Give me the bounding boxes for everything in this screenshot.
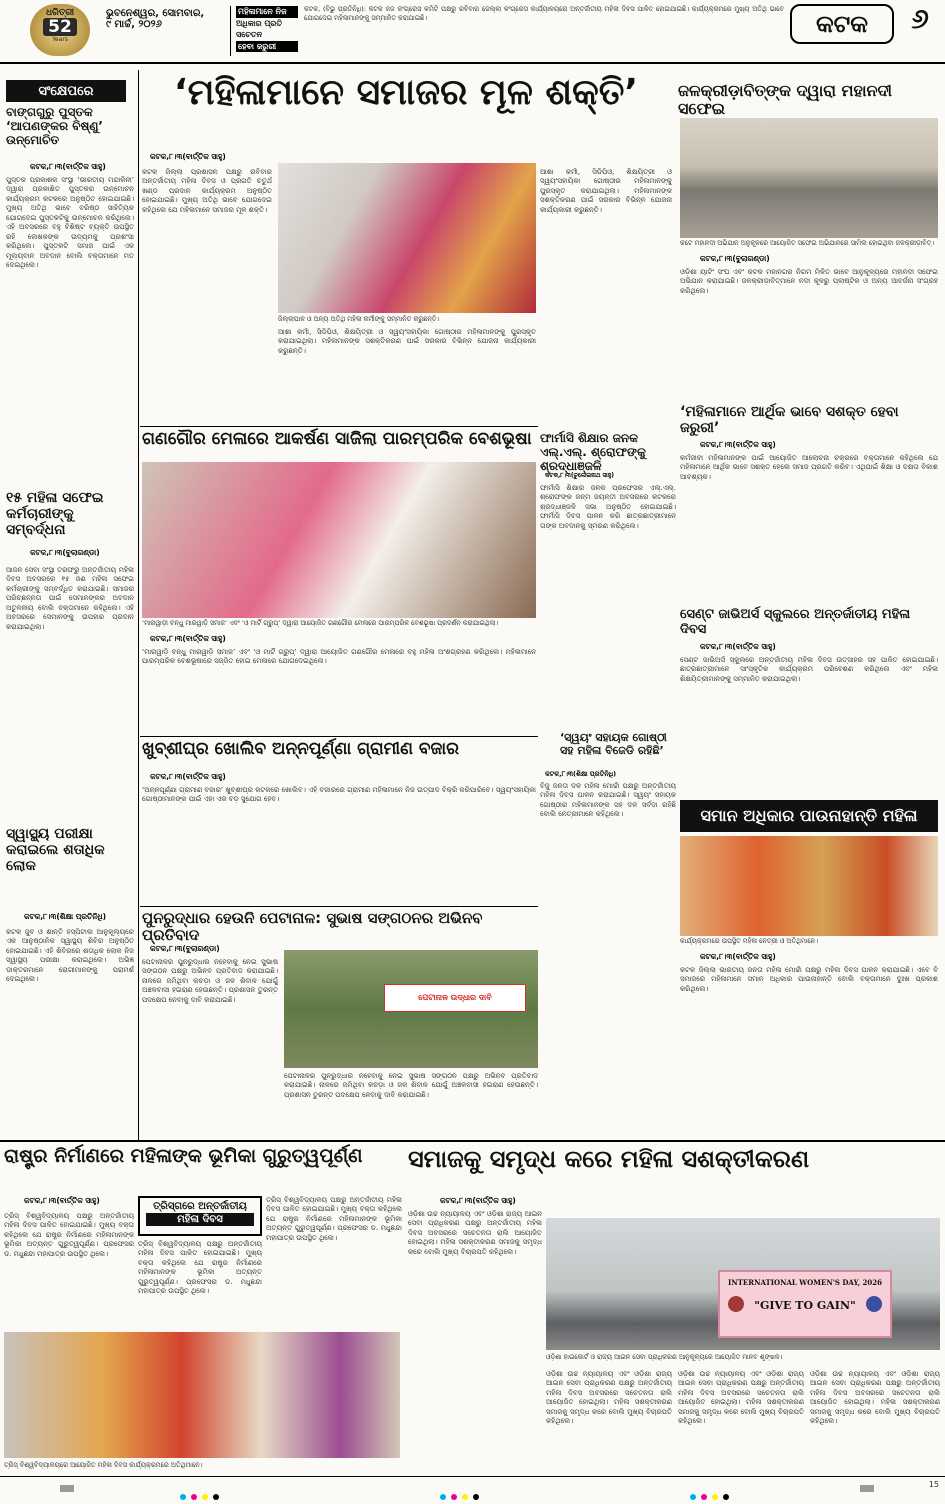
pharmacy-dateline: କଟକ,୮।୩(ଚୁଲେଇନାଥ ସାହୁ) — [545, 472, 615, 479]
nation-dateline: କଟକ,୮।୩(ବାର୍ତ୍ତିକ ସାହୁ) — [24, 1196, 100, 1205]
empower-body-right: ଓଡ଼ିଶା ଉଚ୍ଚ ନ୍ୟାୟାଳୟ ଏବଂ ଓଡ଼ିଶା ରାଜ୍ୟ ଆଇନ ସେବା ପ୍ରାଧିକରଣ ପକ୍ଷରୁ ଅନ୍ତର୍ଜାତୀୟ ମହିଳା ଦିବସ ଅବସରରେ ସଚେତନତା ରାଲି ଆୟୋଜିତ ହୋଇଥିଲା। ମହିଳା ସଶକ୍ତୀକରଣ ସମାଜକୁ ସମୃଦ୍ଧ କରେ ବୋଲି ମୁଖ୍ୟ ବିଚାରପତି କହିଥିଲେ। — [810, 1370, 940, 1426]
annapurna-dateline: କଟକ,୮।୩(ବାର୍ତ୍ତିକ ସାହୁ) — [150, 772, 226, 781]
equal-rights-photo — [680, 836, 938, 936]
story2-dateline: କଟକ,୮।୩(ବୁଲାଗଣ୍ଡା) — [30, 548, 100, 557]
masthead-bottom-rule — [0, 62, 945, 64]
masthead-promo: ମହିଳାମାନେ ନିଜ ଅଧିକାର ପ୍ରତି ସଚେତନ ହେବା ଜରୁରୀ — [236, 6, 298, 52]
nation-subbox: ତ୍ରିସ୍‌ଗରେ ଅନ୍ତର୍ଜାତୀୟ ମହିଳା ଦିବସ — [138, 1196, 262, 1236]
empower-body-mid: ଓଡ଼ିଶା ଉଚ୍ଚ ନ୍ୟାୟାଳୟ ଏବଂ ଓଡ଼ିଶା ରାଜ୍ୟ ଆଇନ ସେବା ପ୍ରାଧିକରଣ ପକ୍ଷରୁ ଅନ୍ତର୍ଜାତୀୟ ମହିଳା ଦିବସ ଅବସରରେ ସଚେତନତା ରାଲି ଆୟୋଜିତ ହୋଇଥିଲା। ମହିଳା ସଶକ୍ତୀକରଣ ସମାଜକୁ ସମୃଦ୍ଧ କରେ ବୋଲି ମୁଖ୍ୟ ବିଚାରପତି କହିଥିଲେ। — [546, 1370, 672, 1426]
gangour-body: ‘ମାରୱାଡ଼ି ବନ୍ଧୁ ମାରୱାଡ଼ି ସମାଜ’ ଏବଂ ‘ଓ ମାର୍ଟି ଗ୍ରୁପ୍’ ଦ୍ୱାରା ଆୟୋଜିତ ଗଣଗୌର ମେଳାରେ ବହୁ ମହିଳା ଅଂଶଗ୍ରହଣ କରିଥିଲେ। ମହିଳାମାନେ ପାରମ୍ପରିକ ବେଶଭୂଷାରେ ସଜ୍ଜିତ ହୋଇ ମେଳାରେ ଯୋଗଦେଇଥିଲେ। — [142, 648, 536, 666]
empower-photo-caption: ଓଡ଼ିଶା ହାଇକୋର୍ଟ ଓ ରାଜ୍ୟ ଆଇନ ସେବା ପ୍ରାଧିକରଣ ଆନୁକୂଳ୍ୟରେ ଆୟୋଜିତ ମାନବ ଶୃଙ୍ଖଳ। — [546, 1353, 783, 1361]
pharmacy-headline: ଫାର୍ମାସି ଶିକ୍ଷାର ଜନକ ଏଲ୍.ଏଲ୍. ଶ୍ରୋଫଙ୍କୁ ଶ୍ରଦ୍ଧାଞ୍ଜଳି — [540, 431, 646, 473]
story1-body: ପୁସ୍ତକ ପ୍ରକାଶକ ସଂସ୍ଥା ‘ଭାରତୀୟ ମନ୍ଦାକିନୀ’ ଦ୍ୱାରା ପ୍ରକାଶିତ ପୁସ୍ତକର ଉନ୍ମୋଚନ କାର୍ଯ୍ୟକ୍ରମ କଟକରେ ଅନୁଷ୍ଠିତ ହୋଇଯାଇଛି। ମୁଖ୍ୟ ଅତିଥି ଭାବେ ବରିଷ୍ଠ ସାହିତ୍ୟିକ ଯୋଗଦେଇ ପୁସ୍ତକଟିକୁ ଉନ୍ମୋଚନ କରିଥିଲେ। ଏହି ଅବସରରେ ବହୁ ବିଶିଷ୍ଟ ବ୍ୟକ୍ତି ଉପସ୍ଥିତ ରହି ଲେଖକଙ୍କ ଉଦ୍ୟମକୁ ପ୍ରଶଂସା କରିଥିଲେ। ପୁସ୍ତକଟି ସମାଜ ପାଇଁ ଏକ ମୂଲ୍ୟବାନ ଅବଦାନ ବୋଲି ବକ୍ତାମାନେ ମତ ଦେଇଥିଲେ। — [6, 176, 134, 269]
empower-photo — [546, 1218, 940, 1350]
story2-body: ଆଜନ ସେବା ସଂସ୍ଥା ତରଫରୁ ଅନ୍ତର୍ଜାତୀୟ ମହିଳା ଦିବସ ଅବସରରେ ୧୫ ଜଣ ମହିଳା ସଫେଇ କର୍ମଚାରୀଙ୍କୁ ସମ୍ବର୍ଦ୍ଧିତ କରାଯାଇଛି। ସମାଜର ପରିଚ୍ଛନ୍ନତା ପାଇଁ ସେମାନଙ୍କର ଅବଦାନ ଅତୁଳନୀୟ ବୋଲି ବକ୍ତାମାନେ କହିଥିଲେ। ଏହି ଅବସରରେ ସେମାନଙ୍କୁ ଉପହାର ପ୍ରଦାନ କରାଯାଇଥିଲା। — [6, 566, 134, 631]
economic-dateline: କଟକ,୮।୩(ବାର୍ତ୍ତିକ ସାହୁ) — [700, 440, 776, 449]
empower-body-mid2: ଓଡ଼ିଶା ଉଚ୍ଚ ନ୍ୟାୟାଳୟ ଏବଂ ଓଡ଼ିଶା ରାଜ୍ୟ ଆଇନ ସେବା ପ୍ରାଧିକରଣ ପକ୍ଷରୁ ଅନ୍ତର୍ଜାତୀୟ ମହିଳା ଦିବସ ଅବସରରେ ସଚେତନତା ରାଲି ଆୟୋଜିତ ହୋଇଥିଲା। ମହିଳା ସଶକ୍ତୀକରଣ ସମାଜକୁ ସମୃଦ୍ଧ କରେ ବୋଲି ମୁଖ୍ୟ ବିଚାରପତି କହିଥିଲେ। — [678, 1370, 804, 1426]
lead-dateline: କଟକ,୮।୩(ବାର୍ତ୍ତିକ ସାହୁ) — [150, 152, 226, 161]
badge-sub: Years — [52, 36, 68, 43]
equal-rights-body: କଟକ ଜିଲ୍ଲା ଭାରତୀୟ ଜନତା ମହିଳା ମୋର୍ଚ୍ଚା ପକ୍ଷରୁ ମହିଳା ଦିବସ ପାଳନ କରାଯାଇଛି। ଏବେ ବି ସମାଜରେ ମହିଳାମାନେ ସମାନ ଅଧିକାର ପାଉନାହାନ୍ତି ବୋଲି ବକ୍ତାମାନେ ଦୁଃଖ ପ୍ରକାଶ କରିଥିଲେ। — [680, 966, 938, 993]
masthead — [0, 0, 945, 62]
equal-rights-dateline: କଟକ,୮।୩(ବାର୍ତ୍ତିକ ସାହୁ) — [700, 952, 776, 961]
gangour-photo — [142, 462, 536, 618]
color-dots-3 — [690, 1485, 729, 1504]
color-dots-1 — [180, 1485, 219, 1504]
xaviers-dateline: କଟକ,୮।୩(ବାର୍ତ୍ତିକ ସାହୁ) — [700, 642, 776, 651]
bottom-band-rule — [0, 1140, 945, 1142]
masthead-divider — [230, 6, 231, 56]
registration-marks — [0, 1480, 945, 1498]
empower-body-left: ଓଡ଼ିଶା ଉଚ୍ଚ ନ୍ୟାୟାଳୟ ଏବଂ ଓଡ଼ିଶା ରାଜ୍ୟ ଆଇନ ସେବା ପ୍ରାଧିକରଣ ପକ୍ଷରୁ ଅନ୍ତର୍ଜାତୀୟ ମହିଳା ଦିବସ ଅବସରରେ ସଚେତନତା ରାଲି ଆୟୋଜିତ ହୋଇଥିଲା। ମହିଳା ସଶକ୍ତୀକରଣ ସମାଜକୁ ସମୃଦ୍ଧ କରେ ବୋଲି ମୁଖ୍ୟ ବିଚାରପତି କହିଥିଲେ। — [408, 1210, 542, 1256]
story3-dateline: କଟକ,୮।୩(ଶିକ୍ଷା ପ୍ରତିନିଧି) — [24, 912, 107, 921]
footer-rule — [0, 1476, 945, 1477]
wd-banner — [718, 1270, 892, 1338]
wd-banner-seal-left — [728, 1296, 744, 1312]
wd-banner-title: INTERNATIONAL WOMEN'S DAY, 2026 — [728, 1278, 882, 1287]
lead-photo — [278, 163, 536, 313]
gray-bar-right — [860, 1485, 874, 1492]
mahanadi-dateline: କଟକ,୮।୩(ବୁଲାଗଣ୍ଡା) — [700, 254, 770, 263]
left-col-rule — [138, 70, 139, 1140]
story2-headline: ୧୫ ମହିଳା ସଫେଇ କର୍ମଚାରୀଙ୍କୁ ସମ୍ବର୍ଦ୍ଧନା — [6, 490, 104, 539]
economic-headline: ‘ମହିଳାମାନେ ଆର୍ଥିକ ଭାବେ ସଶକ୍ତ ହେବା ଜରୁରୀ’ — [680, 404, 899, 437]
lead-photo-caption: ଜିଲ୍ଲାପାଳ ଓ ଅନ୍ୟ ଅତିଥି ମହିଳା କର୍ମୀଙ୍କୁ ସମ୍ମାନିତ କରୁଛନ୍ତି। — [278, 315, 440, 323]
lead-body-a: କଟକ ଜିଲ୍ଲା ପ୍ରଶାସନ ପକ୍ଷରୁ ରବିବାର ଅନ୍ତର୍ଜାତୀୟ ମହିଳା ଦିବସ ଓ ପ୍ରଗତି ଚତୁର୍ଥ ଖଣ୍ଡ ପ୍ରଦାନ କାର୍ଯ୍ୟକ୍ରମ ଅନୁଷ୍ଠିତ ହୋଇଯାଇଛି। ମୁଖ୍ୟ ଅତିଥି ଭାବେ ଯୋଗଦେଇ କହିଥିଲେ ଯେ ମହିଳାମାନେ ସମାଜର ମୂଳ ଶକ୍ତି। — [142, 168, 272, 214]
color-dots-2 — [440, 1485, 479, 1504]
nation-body-right: ତ୍ରିସ୍ ବିଶ୍ୱବିଦ୍ୟାଳୟ ପକ୍ଷରୁ ଅନ୍ତର୍ଜାତୀୟ ମହିଳା ଦିବସ ପାଳିତ ହୋଇଯାଇଛି। ମୁଖ୍ୟ ବକ୍ତା କହିଥିଲେ ଯେ ରାଷ୍ଟ୍ର ନିର୍ମାଣରେ ମହିଳାମାନଙ୍କ ଭୂମିକା ଅତ୍ୟନ୍ତ ଗୁରୁତ୍ୱପୂର୍ଣ୍ଣ। ପ୍ରଫେସର ଡ. ମଧୁଛନ୍ଦା ମହାପାତ୍ର ଉପସ୍ଥିତ ଥିଲେ। — [266, 1196, 402, 1242]
empower-headline: ସମାଜକୁ ସମୃଦ୍ଧ କରେ ମହିଳା ସଶକ୍ତୀକରଣ — [408, 1145, 810, 1173]
gangour-photo-caption: ‘ମାରୱାଡ଼ୀ ବନ୍ଧୁ ମାରୱାଡ଼ି ସମାଜ’ ଏବଂ ‘ଓ ମାର୍ଟି ଗ୍ରୁପ୍’ ଦ୍ୱାରା ଆୟୋଜିତ ଗଣଗୌର ମେଳାରେ ପାରମ୍ପରିକ ବେଶଭୂଷା ପ୍ରଦର୍ଶନ କରାଯାଇଥିଲା। — [142, 619, 499, 627]
protest-body-left: ପେଟାନାଳର ପୁନରୁଦ୍ଧାର ନହେବାକୁ ନେଇ ସୁଭାଷ ସଙ୍ଗଠନ ପକ୍ଷରୁ ଅଭିନବ ପ୍ରତିବାଦ କରାଯାଇଛି। ନାଳରେ ଜମିଥିବା କଚଡ଼ା ଓ ଜଳ ଶିବାଳ ଯୋଗୁଁ ଅଞ୍ଚଳବାସୀ ହଇରାଣ ହେଉଛନ୍ତି। ପ୍ରଶାସନ ତୁରନ୍ତ ପଦକ୍ଷେପ ନେବାକୁ ଦାବି କରାଯାଇଛି। — [142, 958, 278, 1004]
page-number: ୬ — [911, 2, 929, 35]
equal-rights-caption: କାର୍ଯ୍ୟକ୍ରମରେ ଉପସ୍ଥିତ ମହିଳା ନେତ୍ରୀ ଓ ଅତିଥିମାନେ। — [680, 937, 819, 945]
masthead-date: ଭୁବନେଶ୍ୱର, ସୋମବାର, ୯ ମାର୍ଚ୍ଚ, ୨୦୨୬ — [106, 8, 205, 30]
brief-box-label: ସଂକ୍ଷେପରେ — [6, 80, 126, 102]
equal-rights-banner — [680, 800, 938, 832]
protest-headline: ପୁନରୁଦ୍ଧାର ହେଉନି ପେଟାନାଳ: ସୁଭାଷ ସଙ୍ଗଠନର ଅଭିନବ ପ୍ରତିବାଦ — [142, 909, 483, 945]
story1-dateline: କଟକ,୮।୩(ବାର୍ତ୍ତିକ ସାହୁ) — [30, 162, 106, 171]
pharmacy-body: ଫାର୍ମାସି ଶିକ୍ଷାର ଜନକ ପ୍ରଫେସର ଏଲ୍.ଏଲ୍. ଶ୍ରୋଫଙ୍କ ଜନ୍ମ ଜୟନ୍ତୀ ଅବସରରେ କଟକରେ ଶ୍ରଦ୍ଧାଞ୍ଜଳି ସଭା ଅନୁଷ୍ଠିତ ହୋଇଯାଇଛି। ଫାର୍ମାସି ଦିବସ ପାଳନ କରି ଛାତ୍ରଛାତ୍ରୀମାନେ ତାଙ୍କ ଅବଦାନକୁ ସ୍ମରଣ କରିଥିଲେ। — [540, 484, 676, 530]
xaviers-body: ସେଣ୍ଟ ଜାଭିଅର୍ସ ସ୍କୁଲରେ ଅନ୍ତର୍ଜାତୀୟ ମହିଳା ଦିବସ ଉତ୍ସାହର ସହ ପାଳିତ ହୋଇଯାଇଛି। ଛାତ୍ରଛାତ୍ରୀମାନେ ସାଂସ୍କୃତିକ କାର୍ଯ୍ୟକ୍ରମ ପରିବେଶଣ କରିଥିଲେ ଏବଂ ମହିଳା ଶିକ୍ଷୟିତ୍ରୀମାନଙ୍କୁ ସମ୍ମାନିତ କରାଯାଇଥିଲା। — [680, 656, 938, 683]
badge-top: ଧରିତ୍ରୀ — [45, 8, 75, 18]
anniversary-badge — [30, 4, 90, 56]
nation-photo — [4, 1332, 400, 1458]
protest-body-right: ପେଟାନାଳର ପୁନରୁଦ୍ଧାର ନହେବାକୁ ନେଇ ସୁଭାଷ ସଙ୍ଗଠନ ପକ୍ଷରୁ ଅଭିନବ ପ୍ରତିବାଦ କରାଯାଇଛି। ନାଳରେ ଜମିଥିବା କଚଡ଼ା ଓ ଜଳ ଶିବାଳ ଯୋଗୁଁ ଅଞ୍ଚଳବାସୀ ହଇରାଣ ହେଉଛନ୍ତି। ପ୍ରଶାସନ ତୁରନ୍ତ ପଦକ୍ଷେପ ନେବାକୁ ଦାବି କରାଯାଇଛି। — [284, 1072, 538, 1099]
story3-headline: ସ୍ୱାସ୍ଥ୍ୟ ପରୀକ୍ଷା କରାଇଲେ ଶତାଧିକ ଲୋକ — [6, 826, 105, 875]
section-label: କଟକ — [790, 4, 894, 44]
equal-rights-headline: ସମାନ ଅଧିକାର ପାଉନାହାନ୍ତି ମହିଳା — [700, 806, 918, 825]
story3-body: କଟକ ଜୁବ ଓ ଶାନ୍ତି ହସ୍ପିଟାଲ ଆନୁକୂଲ୍ୟରେ ଏକ ଆନୁଷ୍ଠାନିକ ସ୍ୱାସ୍ଥ୍ୟ ଶିବିର ଅନୁଷ୍ଠିତ ହୋଇଯାଇଛି। ଏହି ଶିବିରରେ ଶତାଧିକ ଲୋକ ନିଜ ସ୍ୱାସ୍ଥ୍ୟ ପରୀକ୍ଷା କରାଇଥିଲେ। ଅଭିଜ୍ଞ ଡାକ୍ତରମାନେ ରୋଗୀମାନଙ୍କୁ ପରାମର୍ଶ ଦେଇଥିଲେ। — [6, 928, 134, 984]
mahanadi-photo — [680, 118, 938, 238]
gangour-headline: ଗଣଗୌର ମେଳାରେ ଆକର୍ଷଣ ସାଜିଲା ପାରମ୍ପରିକ ବେଶଭୂଷା — [142, 429, 532, 449]
nation-body-left: ତ୍ରିସ୍ ବିଶ୍ୱବିଦ୍ୟାଳୟ ପକ୍ଷରୁ ଅନ୍ତର୍ଜାତୀୟ ମହିଳା ଦିବସ ପାଳିତ ହୋଇଯାଇଛି। ମୁଖ୍ୟ ବକ୍ତା କହିଥିଲେ ଯେ ରାଷ୍ଟ୍ର ନିର୍ମାଣରେ ମହିଳାମାନଙ୍କ ଭୂମିକା ଅତ୍ୟନ୍ତ ଗୁରୁତ୍ୱପୂର୍ଣ୍ଣ। ପ୍ରଫେସର ଡ. ମଧୁଛନ୍ଦା ମହାପାତ୍ର ଉପସ୍ଥିତ ଥିଲେ। — [4, 1212, 134, 1258]
nation-body-mid: ତ୍ରିସ୍ ବିଶ୍ୱବିଦ୍ୟାଳୟ ପକ୍ଷରୁ ଅନ୍ତର୍ଜାତୀୟ ମହିଳା ଦିବସ ପାଳିତ ହୋଇଯାଇଛି। ମୁଖ୍ୟ ବକ୍ତା କହିଥିଲେ ଯେ ରାଷ୍ଟ୍ର ନିର୍ମାଣରେ ମହିଳାମାନଙ୍କ ଭୂମିକା ଅତ୍ୟନ୍ତ ଗୁରୁତ୍ୱପୂର୍ଣ୍ଣ। ପ୍ରଫେସର ଡ. ମଧୁଛନ୍ଦା ମହାପାତ୍ର ଉପସ୍ଥିତ ଥିଲେ। — [138, 1240, 262, 1296]
lead-body-b: ଆଶା କର୍ମୀ, ସିଡିପିଓ, ଶିକ୍ଷୟିତ୍ରୀ ଓ ସ୍ୱୟଂସହାୟିକା ଗୋଷ୍ଠୀର ମହିଳାମାନଙ୍କୁ ପୁରସ୍କୃତ କରାଯାଇଥିଲା। ମହିଳାମାନଙ୍କ ସଶକ୍ତିକରଣ ପାଇଁ ସରକାର ବିଭିନ୍ନ ଯୋଜନା କାର୍ଯ୍ୟକାରୀ କରୁଛନ୍ତି। — [540, 168, 672, 214]
protest-photo — [284, 950, 538, 1068]
annapurna-top-rule — [140, 736, 538, 737]
wd-banner-seal-right — [866, 1296, 882, 1312]
lead-body-c: ଆଶା କର୍ମୀ, ସିଡିପିଓ, ଶିକ୍ଷୟିତ୍ରୀ ଓ ସ୍ୱୟଂସହାୟିକା ଗୋଷ୍ଠୀର ମହିଳାମାନଙ୍କୁ ପୁରସ୍କୃତ କରାଯାଇଥିଲା। ମହିଳାମାନଙ୍କ ସଶକ୍ତିକରଣ ପାଇଁ ସରକାର ବିଭିନ୍ନ ଯୋଜନା କାର୍ଯ୍ୟକାରୀ କରୁଛନ୍ତି। — [278, 328, 536, 355]
protest-top-rule — [140, 906, 538, 907]
xaviers-headline: ସେଣ୍ଟ ଜାଭିଅର୍ସ ସ୍କୁଲରେ ଅନ୍ତର୍ଜାତୀୟ ମହିଳା ଦିବସ — [680, 607, 911, 637]
protest-banner: ପେଟାନାଳ ଉଦ୍ଧାର ଦାବି — [384, 984, 526, 1012]
shg-body: ବିଜୁ ଜନତା ଦଳ ମହିଳା ମୋର୍ଚ୍ଚା ପକ୍ଷରୁ ଅନ୍ତର୍ଜାତୀୟ ମହିଳା ଦିବସ ପାଳନ କରାଯାଇଛି। ସ୍ୱୟଂ ସହାୟକ ଗୋଷ୍ଠୀର ମହିଳାମାନଙ୍କ ସହ ଦଳ ସର୍ବଦା ରହିଛି ବୋଲି ନେତ୍ରୀମାନେ କହିଥିଲେ। — [540, 782, 676, 819]
empower-dateline: କଟକ,୮।୩(ବାର୍ତ୍ତିକ ସାହୁ) — [440, 1196, 516, 1205]
mahanadi-headline: ଜଳକ୍ରୀଡ଼ାବିତ୍‌ଙ୍କ ଦ୍ୱାରା ମହାନଦୀ ସଫେଇ — [678, 81, 893, 119]
mahanadi-body: ଓଡ଼ିଶା ୟାଟିଂ ସଂଘ ଏବଂ କଟକ ମହାନଗର ନିଗମ ମିଳିତ ଭାବେ ଆନୁକୂଳ୍ୟରେ ମହାନଦୀ ସଫେଇ ଅଭିଯାନ କରାଯାଇଛି। ଜଳକ୍ରୀଡ଼ାବିତ୍‌ମାନେ ନଦୀ କୂଳରୁ ପ୍ଲାଷ୍ଟିକ ଓ ଅନ୍ୟ ଆବର୍ଜନା ସଂଗ୍ରହ କରିଥିଲେ। — [680, 268, 938, 295]
nation-photo-caption: ତ୍ରିସ୍ ବିଶ୍ୱବିଦ୍ୟାଳୟରେ ଆୟୋଜିତ ମହିଳା ଦିବସ କାର୍ଯ୍ୟକ୍ରମରେ ଅତିଥିମାନେ। — [4, 1461, 203, 1469]
masthead-intro: କଟକ, (ବିଭୁ ପ୍ରତିନିଧି): କଟକ ଜଜ କଂଗ୍ରେସ କମିଟି ପକ୍ଷରୁ ରବିବାର ଜେଲ୍ଲା କଂଗ୍ରେସ କାର୍ଯ୍ୟାଳୟରେ ଅନ୍ତର୍ଜାତୀୟ ମହିଳା ଦିବସ ପାଳିତ ହୋଇଯାଇଛି। କାର୍ଯ୍ୟକ୍ରମରେ ମୁଖ୍ୟ ଅତିଥି ଭାବେ ଯୋଗଦେଇ ମହିଳାମାନଙ୍କୁ ସମ୍ମାନିତ କରାଯାଇଛି। — [304, 5, 784, 22]
gangour-top-rule — [140, 426, 538, 427]
shg-dateline: କଟକ,୮।୩(ଶିକ୍ଷା ପ୍ରତିନିଧି) — [545, 770, 617, 778]
footer-page-ref: 15 — [928, 1480, 939, 1489]
mahanadi-photo-caption: କଟେ ମହାନଦୀ ଅଭିଯାନ ଅନୁକୂଳରେ ଆୟୋଜିତ ସଫେଇ ଅଭିଯାନରେ ସାମିଲ ହୋଇଥିବା ଜଳକ୍ରୀଡ଼ାବିତ୍। — [680, 239, 935, 247]
economic-body: କର୍ମଜୀବୀ ମହିଳାମାନଙ୍କ ପାଇଁ ଆୟୋଜିତ ଆଲୋଚନା ଚକ୍ରରେ ବକ୍ତାମାନେ କହିଥିଲେ ଯେ ମହିଳାମାନେ ଆର୍ଥିକ ଭାବେ ସଶକ୍ତ ହେଲେ ସମାଜ ପ୍ରଗତି କରିବ। ଏଥିପାଇଁ ଶିକ୍ଷା ଓ ଦକ୍ଷତା ବିକାଶ ଆବଶ୍ୟକ। — [680, 454, 938, 481]
badge-number: 52 — [43, 18, 77, 36]
nation-headline: ରାଷ୍ଟ୍ର ନିର୍ମାଣରେ ମହିଳାଙ୍କ ଭୂମିକା ଗୁରୁତ୍ୱପୂର୍ଣ୍ଣ — [4, 1145, 363, 1167]
story1-headline: ବାଙ୍ଗଗୁରୁ ପୁସ୍ତକ ‘ଆପଣଙ୍କର ବିଷ୍ଣୁ’ ଉନ୍ମୋଚିତ — [6, 105, 103, 147]
gray-bar-left — [60, 1485, 74, 1492]
protest-dateline: କଟକ,୮।୩(ବୁଲାଗଣ୍ଡା) — [150, 944, 220, 953]
gangour-dateline: କଟକ,୮।୩(ବାର୍ତ୍ତିକ ସାହୁ) — [150, 634, 226, 643]
annapurna-body: ‘ଅନ୍ନପୂର୍ଣ୍ଣା ଗ୍ରାମୀଣ ବଜାର’ ଖୁବ୍‌ଶୀଘ୍ର କଟକରେ ଖୋଲିବ। ଏହି ବଜାରରେ ଗ୍ରାମୀଣ ମହିଳାମାନେ ନିଜ ଉତ୍ପାଦ ବିକ୍ରି କରିପାରିବେ। ସ୍ୱୟଂସହାୟିକା ଗୋଷ୍ଠୀମାନଙ୍କ ପାଇଁ ଏହା ଏକ ବଡ଼ ସୁଯୋଗ ହେବ। — [142, 786, 536, 804]
lead-headline: ‘ମହିଳାମାନେ ସମାଜର ମୂଳ ଶକ୍ତି’ — [173, 72, 639, 113]
annapurna-headline: ଖୁବ୍‌ଶୀଘ୍ର ଖୋଲିବ ଅନ୍ନପୂର୍ଣ୍ଣା ଗ୍ରାମୀଣ ବଜାର — [142, 739, 459, 759]
shg-headline: ‘ସ୍ୱୟଂ ସହାୟକ ଗୋଷ୍ଠୀ ସହ ମହିଳା ବିଜେଡି ରହିଛି’ — [560, 731, 667, 757]
wd-banner-slogan: "GIVE TO GAIN" — [754, 1299, 856, 1312]
